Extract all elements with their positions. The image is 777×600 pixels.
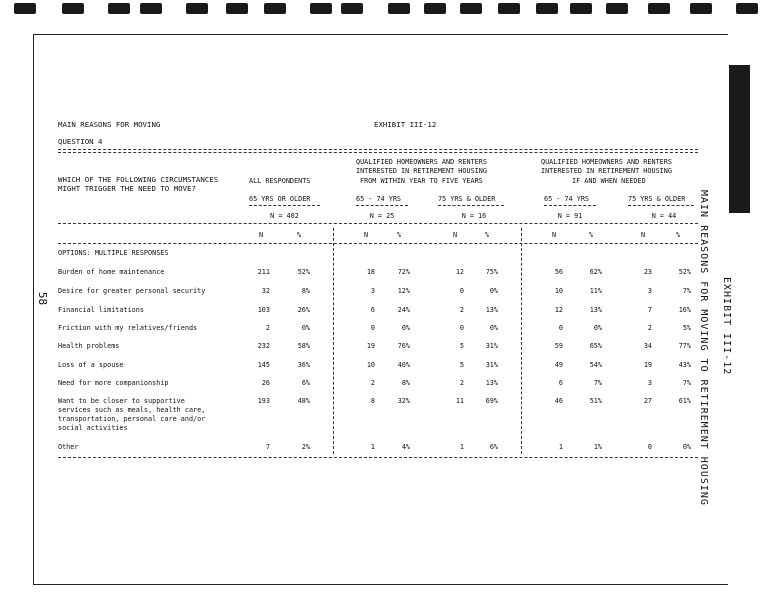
group-when-needed-line-1: QUALIFIED HOMEOWNERS AND RENTERS: [541, 158, 672, 166]
cell-percent: 40%: [397, 361, 410, 369]
cell-percent: 6%: [489, 443, 498, 451]
cell-count: 7: [647, 306, 652, 314]
cell-percent: 76%: [397, 342, 410, 350]
cell-count: 19: [366, 342, 375, 350]
cell-count: 1: [370, 443, 375, 451]
cell-percent: 5%: [682, 324, 691, 332]
col-header-pct: %: [396, 231, 402, 239]
sprocket-hole: [341, 3, 363, 14]
separator-left: [333, 228, 334, 454]
col-header-n: N: [452, 231, 458, 239]
sprocket-hole: [498, 3, 520, 14]
sprocket-hole: [690, 3, 712, 14]
cell-count: 2: [265, 324, 270, 332]
age-band-when-needed-young: 65 - 74 YRS: [544, 195, 590, 203]
cell-percent: 7%: [682, 287, 691, 295]
film-sprocket-holes: [0, 0, 777, 18]
cell-percent: 51%: [589, 397, 602, 405]
cell-percent: 31%: [485, 342, 498, 350]
cell-count: 211: [257, 268, 270, 276]
cell-count: 18: [366, 268, 375, 276]
row-label: Need for more companionship: [58, 379, 169, 387]
cell-percent: 77%: [678, 342, 691, 350]
cell-count: 7: [265, 443, 270, 451]
separator-right: [521, 228, 522, 454]
cell-count: 0: [647, 443, 652, 451]
cell-percent: 12%: [397, 287, 410, 295]
cell-percent: 2%: [301, 443, 310, 451]
sprocket-hole: [388, 3, 410, 14]
cell-percent: 24%: [397, 306, 410, 314]
cell-count: 23: [643, 268, 652, 276]
cell-percent: 31%: [485, 361, 498, 369]
rule-above-col-headers: [58, 223, 698, 224]
sprocket-hole: [648, 3, 670, 14]
cell-percent: 62%: [589, 268, 602, 276]
age-band-five-years-old: 75 YRS & OLDER: [438, 195, 496, 203]
sprocket-hole: [62, 3, 84, 14]
cell-percent: 52%: [297, 268, 310, 276]
cell-percent: 1%: [593, 443, 602, 451]
age-band-five-years-young: 65 - 74 YRS: [356, 195, 402, 203]
cell-count: 0: [459, 287, 464, 295]
row-label: Loss of a spouse: [58, 361, 124, 369]
cell-percent: 11%: [589, 287, 602, 295]
sprocket-hole: [736, 3, 758, 14]
sprocket-hole: [570, 3, 592, 14]
row-label: Want to be closer to supportive: [58, 397, 185, 405]
cell-count: 103: [257, 306, 270, 314]
cell-percent: 7%: [593, 379, 602, 387]
sprocket-hole: [460, 3, 482, 14]
sprocket-hole: [424, 3, 446, 14]
cell-count: 0: [370, 324, 375, 332]
col-header-n: N: [551, 231, 557, 239]
sprocket-hole: [606, 3, 628, 14]
cell-percent: 52%: [678, 268, 691, 276]
sprocket-hole: [14, 3, 36, 14]
rule-under-age-2: [356, 205, 408, 206]
page-number: 58: [36, 291, 50, 306]
sample-size-5: N = 44: [651, 212, 677, 220]
col-header-pct: %: [484, 231, 490, 239]
cell-count: 3: [647, 287, 652, 295]
cell-count: 27: [643, 397, 652, 405]
sprocket-hole: [264, 3, 286, 14]
cell-count: 1: [558, 443, 563, 451]
sprocket-hole: [310, 3, 332, 14]
cell-count: 1: [459, 443, 464, 451]
cell-percent: 72%: [397, 268, 410, 276]
cell-percent: 13%: [589, 306, 602, 314]
row-label: Friction with my relatives/friends: [58, 324, 198, 332]
sample-size-all: N = 402: [270, 212, 299, 220]
options-label: OPTIONS: MULTIPLE RESPONSES: [58, 249, 169, 257]
col-header-n: N: [640, 231, 646, 239]
cell-count: 2: [459, 379, 464, 387]
cell-percent: 8%: [301, 287, 310, 295]
group-five-years-line-2: INTERESTED IN RETIREMENT HOUSING: [356, 167, 487, 175]
cell-percent: 8%: [401, 379, 410, 387]
cell-percent: 65%: [589, 342, 602, 350]
question-text-line-2: MIGHT TRIGGER THE NEED TO MOVE?: [58, 184, 196, 193]
row-label: Financial limitations: [58, 306, 144, 314]
cell-percent: 0%: [593, 324, 602, 332]
rule-under-age-5: [628, 205, 694, 206]
sprocket-hole: [186, 3, 208, 14]
question-text-line-1: WHICH OF THE FOLLOWING CIRCUMSTANCES: [58, 175, 219, 184]
cell-count: 12: [455, 268, 464, 276]
cell-percent: 26%: [297, 306, 310, 314]
cell-percent: 6%: [301, 379, 310, 387]
sample-size-4: N = 91: [557, 212, 583, 220]
rule-under-age-3: [438, 205, 504, 206]
cell-count: 49: [554, 361, 563, 369]
col-header-pct: %: [675, 231, 681, 239]
cell-count: 8: [370, 397, 375, 405]
cell-count: 145: [257, 361, 270, 369]
cell-count: 2: [647, 324, 652, 332]
row-label: social activities: [58, 424, 128, 432]
col-header-pct: %: [588, 231, 594, 239]
cell-percent: 4%: [401, 443, 410, 451]
rule-under-age-4: [544, 205, 596, 206]
cell-percent: 13%: [485, 379, 498, 387]
cell-count: 5: [459, 361, 464, 369]
row-label: Burden of home maintenance: [58, 268, 165, 276]
row-label: Other: [58, 443, 79, 451]
cell-percent: 48%: [297, 397, 310, 405]
group-when-needed-line-3: IF AND WHEN NEEDED: [572, 177, 646, 185]
cell-percent: 0%: [682, 443, 691, 451]
cell-percent: 69%: [485, 397, 498, 405]
cell-percent: 61%: [678, 397, 691, 405]
group-when-needed-line-2: INTERESTED IN RETIREMENT HOUSING: [541, 167, 672, 175]
cell-count: 12: [554, 306, 563, 314]
age-band-all: 65 YRS OR OLDER: [249, 195, 311, 203]
cell-count: 232: [257, 342, 270, 350]
row-label: transportation, personal care and/or: [58, 415, 206, 423]
cell-count: 193: [257, 397, 270, 405]
exhibit-title: EXHIBIT III-12: [374, 120, 437, 129]
cell-count: 5: [459, 342, 464, 350]
cell-count: 19: [643, 361, 652, 369]
cell-count: 0: [459, 324, 464, 332]
cell-percent: 0%: [301, 324, 310, 332]
col-header-n: N: [258, 231, 264, 239]
cell-count: 11: [455, 397, 464, 405]
sprocket-hole: [226, 3, 248, 14]
cell-percent: 7%: [682, 379, 691, 387]
cell-count: 0: [558, 324, 563, 332]
sprocket-hole: [140, 3, 162, 14]
group-five-years-line-1: QUALIFIED HOMEOWNERS AND RENTERS: [356, 158, 487, 166]
cell-count: 6: [370, 306, 375, 314]
cell-percent: 36%: [297, 361, 310, 369]
cell-count: 10: [366, 361, 375, 369]
cell-count: 3: [370, 287, 375, 295]
row-label: Health problems: [58, 342, 120, 350]
row-label: Desire for greater personal security: [58, 287, 206, 295]
sprocket-hole: [108, 3, 130, 14]
cell-percent: 58%: [297, 342, 310, 350]
sample-size-2: N = 25: [369, 212, 395, 220]
question-number: QUESTION 4: [58, 137, 103, 146]
age-band-when-needed-old: 75 YRS & OLDER: [628, 195, 686, 203]
cell-percent: 32%: [397, 397, 410, 405]
page-title: MAIN REASONS FOR MOVING: [58, 120, 161, 129]
cell-percent: 0%: [489, 324, 498, 332]
cell-count: 59: [554, 342, 563, 350]
cell-count: 6: [558, 379, 563, 387]
row-label: services such as meals, health care,: [58, 406, 206, 414]
cell-percent: 43%: [678, 361, 691, 369]
cell-percent: 54%: [589, 361, 602, 369]
cell-count: 2: [459, 306, 464, 314]
group-all-respondents: ALL RESPONDENTS: [249, 177, 311, 185]
exhibit-side-label: EXHIBIT III-12: [721, 277, 732, 376]
cell-count: 34: [643, 342, 652, 350]
rule-table-bottom: [58, 457, 698, 458]
cell-percent: 0%: [489, 287, 498, 295]
col-header-pct: %: [296, 231, 302, 239]
cell-percent: 75%: [485, 268, 498, 276]
cell-count: 26: [261, 379, 270, 387]
col-header-n: N: [363, 231, 369, 239]
page-edge-tab: [729, 65, 750, 213]
rule-under-age-all: [249, 205, 320, 206]
rule-below-col-headers: [58, 243, 698, 244]
sprocket-hole: [536, 3, 558, 14]
cell-count: 46: [554, 397, 563, 405]
cell-count: 3: [647, 379, 652, 387]
cell-percent: 13%: [485, 306, 498, 314]
sample-size-3: N = 16: [461, 212, 487, 220]
header-double-rule: [58, 149, 698, 153]
cell-count: 2: [370, 379, 375, 387]
cell-percent: 0%: [401, 324, 410, 332]
running-title: MAIN REASONS FOR MOVING TO RETIREMENT HOUSING: [698, 190, 709, 506]
cell-percent: 16%: [678, 306, 691, 314]
cell-count: 56: [554, 268, 563, 276]
cell-count: 32: [261, 287, 270, 295]
cell-count: 10: [554, 287, 563, 295]
group-five-years-line-3: FROM WITHIN YEAR TO FIVE YEARS: [360, 177, 483, 185]
